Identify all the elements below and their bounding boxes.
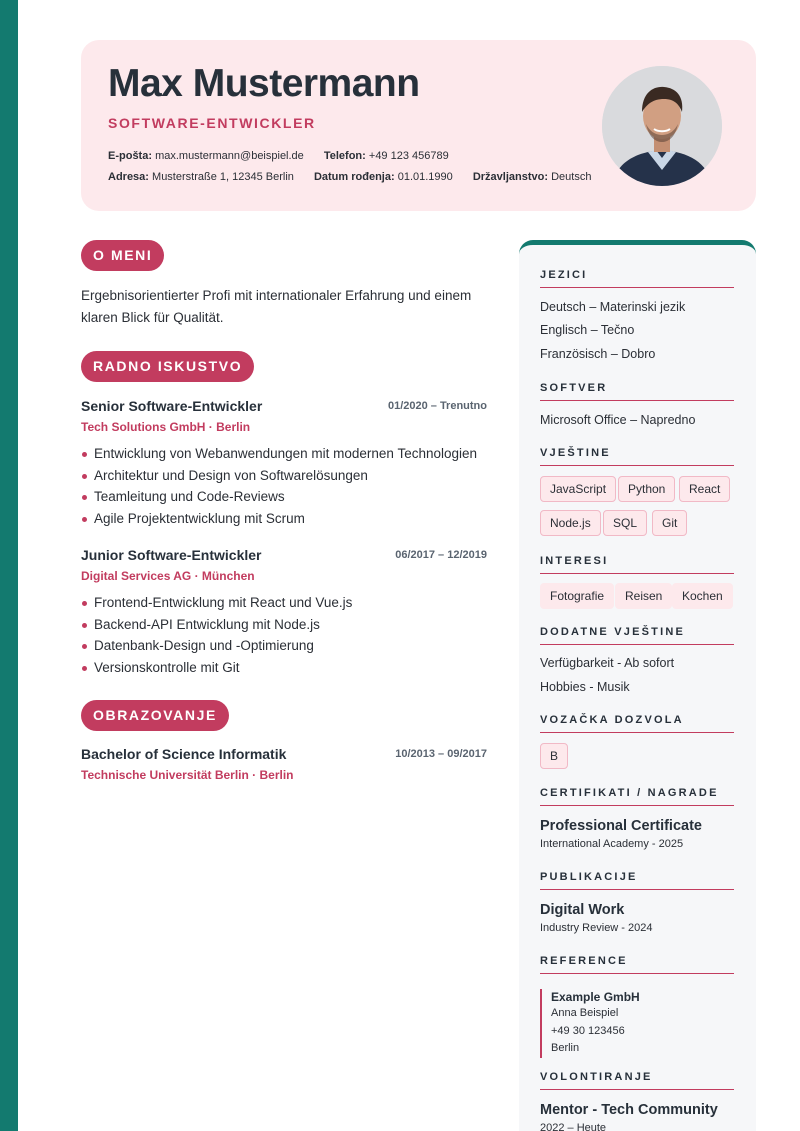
reference-company: Example GmbH [551, 990, 640, 1004]
job-responsibilities [81, 443, 487, 530]
software-item: Microsoft Office – Napredno [540, 413, 696, 427]
additional-skill-item: Hobbies - Musik [540, 680, 630, 694]
interest-tag: Reisen [615, 583, 672, 609]
about-text: Ergebnisorientierter Profi mit internationaler Erfahrung und einem klaren Blick für Qualität. [81, 288, 472, 325]
skill-tag: React [679, 476, 730, 502]
reference-phone: +49 30 123456 [551, 1024, 625, 1037]
certificate-title: Professional Certificate [540, 818, 702, 834]
skill-tag: Git [652, 510, 687, 536]
language-item: Französisch – Dobro [540, 347, 656, 361]
education-school: Technische Universität Berlin · Berlin [81, 768, 294, 782]
sidebar [519, 240, 756, 1131]
cv-header [81, 40, 756, 211]
sidebar-heading-additional-skills: DODATNE VJEŠTINE [540, 626, 734, 645]
section-heading-about: O MENI [81, 240, 164, 271]
education-date: 10/2013 – 09/2017 [395, 748, 487, 760]
contact-address: Adresa: Musterstraße 1, 12345 Berlin [108, 171, 294, 183]
sidebar-heading-license: VOZAČKA DOZVOLA [540, 714, 734, 733]
contact-birthdate: Datum rođenja: 01.01.1990 [313, 171, 453, 183]
section-heading-education: OBRAZOVANJE [81, 700, 229, 731]
job-responsibilities [81, 592, 487, 679]
sidebar-heading-languages: JEZICI [540, 269, 734, 288]
publication-detail: Industry Review - 2024 [540, 922, 653, 934]
education-degree: Bachelor of Science Informatik [81, 746, 287, 762]
sidebar-heading-software: SOFTVER [540, 382, 734, 401]
education-entry [81, 746, 487, 782]
skill-tag: Python [618, 476, 675, 502]
certificate-detail: International Academy - 2025 [540, 838, 684, 850]
left-accent-strip [0, 0, 18, 1131]
job-date: 01/2020 – Trenutno [387, 400, 487, 412]
volunteering-title: Mentor - Tech Community [540, 1102, 718, 1118]
contact-row [108, 171, 608, 183]
language-item: Englisch – Tečno [540, 323, 635, 337]
contact-email: E-pošta: max.mustermann@beispiel.de [108, 150, 304, 162]
reference-person: Anna Beispiel [551, 1007, 619, 1019]
additional-skill-item: Verfügbarkeit - Ab sofort [540, 656, 675, 670]
job-role: Senior Software-Entwickler [81, 398, 263, 414]
license-tag: B [540, 743, 568, 769]
sidebar-heading-certificates: CERTIFIKATI / NAGRADE [540, 787, 734, 806]
person-name: Max Mustermann [108, 62, 420, 105]
job-entry [81, 398, 487, 530]
skill-tag: Node.js [540, 510, 601, 536]
contact-nationality: Državljanstvo: Deutsch [472, 171, 592, 183]
job-company: Tech Solutions GmbH · Berlin [81, 420, 251, 434]
skill-tag: SQL [603, 510, 647, 536]
portrait-image [602, 66, 722, 186]
interest-tag: Kochen [672, 583, 733, 609]
list-item: Versionskontrolle mit Git [81, 657, 487, 679]
reference-card [540, 989, 730, 1058]
interest-tag: Fotografie [540, 583, 614, 609]
publication-title: Digital Work [540, 902, 625, 918]
skill-tag: JavaScript [540, 476, 616, 502]
section-heading-experience: RADNO ISKUSTVO [81, 351, 254, 382]
sidebar-heading-volunteering: VOLONTIRANJE [540, 1071, 734, 1090]
list-item: Architektur und Design von Softwarelösungen [81, 465, 487, 487]
list-item: Teamleitung und Code-Reviews [81, 486, 487, 508]
job-title: SOFTWARE-ENTWICKLER [108, 115, 316, 131]
reference-city: Berlin [551, 1042, 580, 1054]
list-item: Entwicklung von Webanwendungen mit modernen Technologien [81, 443, 487, 465]
job-entry [81, 547, 487, 679]
list-item: Agile Projektentwicklung mit Scrum [81, 508, 487, 530]
sidebar-heading-interests: INTERESI [540, 555, 734, 574]
contact-row [108, 150, 466, 162]
profile-photo [602, 66, 722, 186]
volunteering-detail: 2022 – Heute [540, 1122, 607, 1131]
job-date: 06/2017 – 12/2019 [395, 549, 487, 561]
sidebar-heading-reference: REFERENCE [540, 955, 734, 974]
job-company: Digital Services AG · München [81, 569, 255, 583]
sidebar-heading-skills: VJEŠTINE [540, 447, 734, 466]
sidebar-heading-publications: PUBLIKACIJE [540, 871, 734, 890]
job-role: Junior Software-Entwickler [81, 547, 262, 563]
contact-phone: Telefon: +49 123 456789 [323, 150, 449, 162]
list-item: Backend-API Entwicklung mit Node.js [81, 614, 487, 636]
language-item: Deutsch – Materinski jezik [540, 300, 686, 314]
list-item: Datenbank-Design und -Optimierung [81, 635, 487, 657]
list-item: Frontend-Entwicklung mit React und Vue.js [81, 592, 487, 614]
